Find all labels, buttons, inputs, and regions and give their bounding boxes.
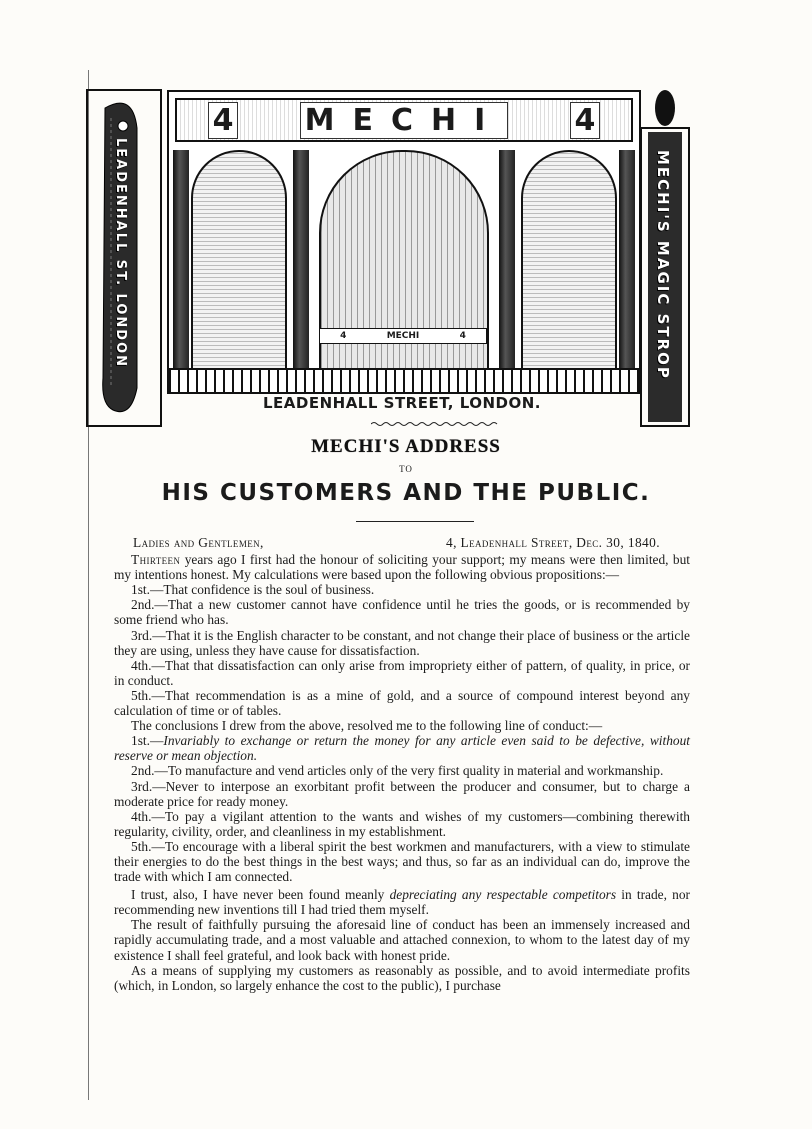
pillar: [619, 150, 635, 372]
paragraph-intro: [114, 552, 690, 582]
address-to: TO: [399, 464, 413, 474]
rule-5: 5th.—To encourage with a liberal spirit the best workmen and manufacturers, with a view to stimulate their energies to do the best things in the best ways; and thus, so far as an individual can do, improve the trade with which I am connected.: [114, 838, 690, 885]
proposition-2: 2nd.—That a new customer cannot have confidence until he tries the goods, or is recommended by some friend who has.: [114, 597, 690, 628]
trust-emphasis: depreciating any respectable competitors: [389, 887, 617, 903]
address-date: 4, Leadenhall Street, Dec. 30, 1840.: [445, 535, 660, 550]
rule-4: 4th.—To pay a vigilant attention to the wants and wishes of my customers—combining therewith regularity, civility, order, and cleanliness in my establishment.: [114, 808, 690, 839]
shopfront: [167, 90, 641, 394]
proposition-5: 5th.—That recommendation is as a mine of gold, and a source of compound interest beyond any calculation of time or of tables.: [114, 687, 690, 719]
paragraph-means: As a means of supplying my customers as reasonably as possible, and to avoid intermediate profits (which, in London, so largely enhance the cost to the public), I purchase: [114, 962, 690, 993]
sign-name: MECHI: [300, 102, 509, 139]
heading-divider: [356, 521, 474, 522]
shop-sign: [175, 98, 633, 142]
pillar: [499, 150, 515, 372]
trust-text-b: in trade, nor recommending new inventions till I had tried them myself.: [114, 887, 690, 918]
intro-lead: Thirteen: [131, 552, 181, 568]
address-subtitle: HIS CUSTOMERS AND THE PUBLIC.: [161, 480, 651, 506]
salutation-line: [114, 535, 690, 550]
shopfront-base: [169, 368, 639, 392]
razor-label: LEADENHALL ST. LONDON: [113, 138, 128, 369]
intro-text: years ago I first had the honour of soliciting your support; my means were then limited, but my intentions honest. My calculations were based upon the following obvious propositions:—: [114, 552, 690, 583]
pillar: [173, 150, 189, 372]
lintel-number-left: 4: [340, 331, 347, 341]
lintel-number-right: 4: [459, 331, 466, 341]
proposition-3: 3rd.—That it is the English character to be constant, and not change their place of business or the article they are using, unless they have cause for dissatisfaction.: [114, 627, 690, 658]
shop-window-right: [521, 150, 617, 376]
trust-text-a: I trust, also, I have never been found meanly: [131, 887, 390, 903]
rule-1-text: Invariably to exchange or return the money for any article even said to be defective, without reserve or mean objection.: [114, 733, 690, 764]
wavy-rule: [371, 421, 501, 427]
sign-number-right: 4: [570, 102, 601, 139]
strop-label: MECHI'S MAGIC STROP: [654, 150, 672, 380]
proposition-1: 1st.—That confidence is the soul of business.: [131, 582, 375, 598]
door-lintel: [319, 328, 487, 344]
rule-2: 2nd.—To manufacture and vend articles only of the very first quality in material and workmanship.: [131, 763, 664, 779]
sign-number-left: 4: [208, 102, 239, 139]
shop-window-left: [191, 150, 287, 376]
paragraph-trust: [114, 887, 690, 917]
pillar: [293, 150, 309, 372]
rule-1-number: 1st.—: [131, 733, 164, 749]
shopfront-engraving: [85, 88, 690, 428]
strop-illustration: [640, 88, 690, 428]
razor-illustration: [85, 88, 163, 428]
proposition-4: 4th.—That that dissatisfaction can only arise from impropriety either of pattern, of quality, in price, or in conduct.: [114, 657, 690, 688]
letter-body: [114, 535, 690, 993]
address-title: MECHI'S ADDRESS: [311, 436, 501, 457]
rule-1: [114, 733, 690, 763]
conclusions: The conclusions I drew from the above, resolved me to the following line of conduct:—: [131, 718, 603, 734]
rule-3: 3rd.—Never to interpose an exorbitant profit between the producer and consumer, but to charge a moderate price for ready money.: [114, 778, 690, 809]
paragraph-result: The result of faithfully pursuing the aforesaid line of conduct has been an immensely increased and rapidly accumulating trade, and a most valuable and attached connexion, to whom to the latest day of my existence I shall feel grateful, and look back with honest pride.: [114, 917, 690, 963]
salutation: Ladies and Gentlemen,: [133, 535, 264, 550]
lintel-name: MECHI: [386, 331, 420, 341]
street-caption: LEADENHALL STREET, LONDON.: [262, 394, 542, 412]
